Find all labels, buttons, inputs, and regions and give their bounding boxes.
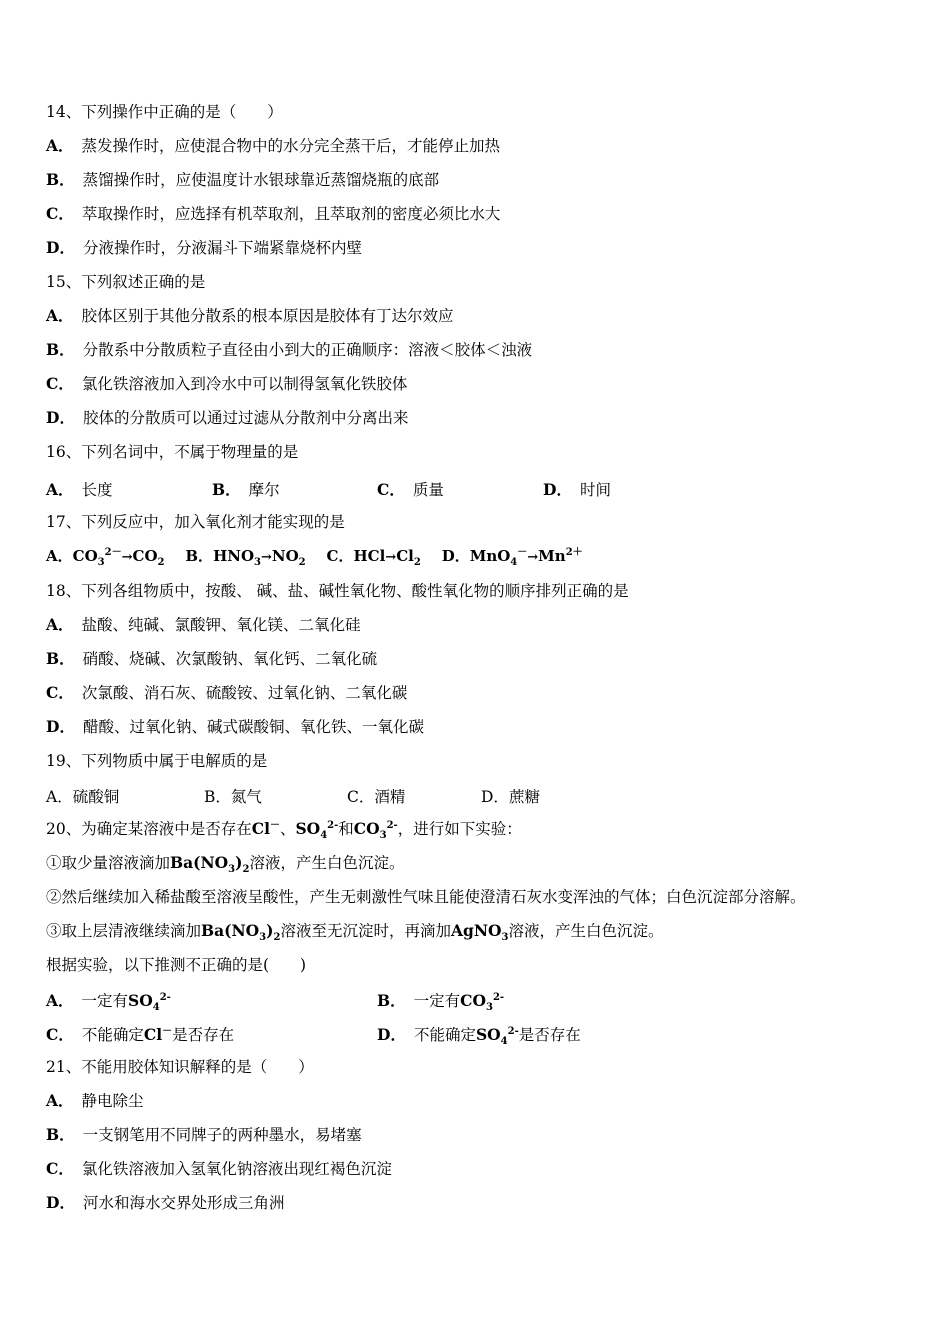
- option-label: C．: [347, 788, 375, 806]
- formula: SO: [475, 1025, 501, 1044]
- subscript: 2: [273, 932, 281, 944]
- subscript: 3: [485, 1002, 493, 1014]
- subscript: 4: [510, 557, 518, 568]
- option-text: 一支钢笔用不同牌子的两种墨水，易堵塞: [82, 1126, 362, 1144]
- step-text: 溶液至无沉淀时，再滴加: [280, 922, 451, 940]
- question-15-stem: 15、下列叙述正确的是: [46, 273, 206, 291]
- option-text: 蒸发操作时，应使混合物中的水分完全蒸干后，才能停止加热: [81, 137, 501, 155]
- option-text: 摩尔: [248, 481, 280, 499]
- question-18-option-a: [46, 615, 361, 635]
- arrow-icon: →: [121, 550, 133, 565]
- formula: Cl: [396, 547, 414, 565]
- subscript: 2: [298, 557, 306, 568]
- formula: CO: [132, 547, 158, 565]
- superscript: －: [162, 1025, 173, 1037]
- question-16-stem: 16、下列名词中，不属于物理量的是: [46, 443, 299, 461]
- question-21-option-a: [46, 1091, 144, 1111]
- question-16-option-a: [46, 478, 113, 500]
- subscript: 3: [97, 557, 105, 568]
- question-14-option-c: [46, 204, 500, 224]
- superscript: 2-: [159, 991, 171, 1003]
- question-19-option-b: [204, 785, 262, 807]
- option-text: 时间: [579, 481, 611, 499]
- question-15-option-d: [46, 408, 408, 428]
- superscript: －: [517, 547, 528, 558]
- formula: NO: [271, 547, 299, 565]
- option-label: A．: [46, 480, 74, 499]
- question-20-step-2: ②然后继续加入稀盐酸至溶液呈酸性，产生无刺激性气味且能使澄清石灰水变浑浊的气体；白色沉淀部分溶解。: [46, 888, 806, 906]
- question-20-option-c: [46, 1023, 234, 1045]
- subscript: 3: [501, 932, 509, 944]
- option-label: A．: [46, 788, 73, 806]
- question-14-option-a: [46, 136, 500, 156]
- step-text: 溶液，产生白色沉淀。: [249, 854, 405, 872]
- question-20-question: 根据实验，以下推测不正确的是( ): [46, 956, 307, 974]
- option-text: 是否存在: [518, 1026, 581, 1044]
- step-text: ①取少量溶液滴加: [46, 854, 171, 872]
- option-text: 酒精: [374, 788, 406, 806]
- option-label: A．: [46, 306, 74, 325]
- option-text: 河水和海水交界处形成三角洲: [82, 1194, 285, 1212]
- option-label: A．: [46, 136, 74, 155]
- question-20-option-d: [377, 1023, 581, 1048]
- option-label: B．: [46, 1125, 75, 1144]
- option-text: 氯化铁溶液加入到冷水中可以制得氢氧化铁胶体: [81, 375, 408, 393]
- option-text: 胶体区别于其他分散系的根本原因是胶体有丁达尔效应: [81, 307, 454, 325]
- question-21-stem: 21、不能用胶体知识解释的是（ ）: [46, 1058, 314, 1076]
- formula: MnO: [469, 547, 511, 565]
- question-17-options: [46, 546, 583, 568]
- question-20-step-1: [46, 853, 405, 876]
- question-14-stem: 14、下列操作中正确的是（ ）: [46, 103, 283, 121]
- question-18-option-c: [46, 683, 407, 703]
- arrow-icon: →: [527, 550, 539, 565]
- option-text: 不能确定: [81, 1026, 144, 1044]
- question-21-option-d: [46, 1193, 284, 1213]
- subscript: 3: [228, 864, 236, 876]
- question-14-option-d: [46, 238, 362, 258]
- option-label: A．: [46, 991, 74, 1010]
- subscript: 3: [379, 830, 387, 842]
- option-text: 醋酸、过氧化钠、碱式碳酸铜、氧化铁、一氧化碳: [82, 718, 424, 736]
- option-label: D．: [46, 717, 75, 736]
- option-text: 分散系中分散质粒子直径由小到大的正确顺序：溶液＜胶体＜浊液: [82, 341, 533, 359]
- formula: CO: [72, 547, 98, 565]
- option-label: A．: [46, 547, 73, 565]
- stem-text: 和: [338, 820, 354, 838]
- subscript: 2: [413, 557, 421, 568]
- option-label: B．: [185, 547, 214, 565]
- question-19-option-d: [481, 785, 540, 807]
- option-label: B．: [212, 480, 241, 499]
- question-16-option-c: [377, 478, 444, 500]
- option-label: C．: [46, 204, 74, 223]
- formula: Cl: [143, 1025, 163, 1044]
- formula: HCl: [353, 547, 386, 565]
- question-19-option-c: [347, 785, 405, 807]
- option-text: 质量: [412, 481, 444, 499]
- question-18-stem: 18、下列各组物质中，按酸、 碱、盐、碱性氧化物、酸性氧化物的顺序排列正确的是: [46, 582, 629, 600]
- formula: Mn: [538, 547, 566, 565]
- question-15-option-b: [46, 340, 532, 360]
- option-label: C．: [377, 480, 405, 499]
- option-text: 长度: [81, 481, 113, 499]
- option-label: D．: [46, 1193, 75, 1212]
- option-label: B．: [46, 340, 75, 359]
- subscript: 4: [152, 1002, 160, 1014]
- option-label: D．: [481, 788, 509, 806]
- option-label: D．: [46, 238, 75, 257]
- question-17-stem: 17、下列反应中，加入氧化剂才能实现的是: [46, 513, 345, 531]
- question-14-option-b: [46, 170, 439, 190]
- superscript: 2-: [507, 1025, 519, 1037]
- option-text: 是否存在: [172, 1026, 235, 1044]
- superscript: 2-: [492, 991, 505, 1003]
- formula: CO: [353, 819, 380, 838]
- subscript: 4: [320, 830, 328, 842]
- option-label: D．: [46, 408, 75, 427]
- option-label: A．: [46, 615, 74, 634]
- question-21-option-c: [46, 1159, 392, 1179]
- question-18-option-d: [46, 717, 424, 737]
- formula: ): [266, 921, 274, 940]
- stem-text: ，进行如下实验：: [397, 820, 522, 838]
- subscript: 2: [242, 864, 250, 876]
- option-text: 硝酸、烧碱、次氯酸钠、氧化钙、二氧化硫: [82, 650, 378, 668]
- arrow-icon: →: [385, 550, 397, 565]
- option-label: C．: [46, 1025, 74, 1044]
- option-label: B．: [46, 170, 75, 189]
- option-text: 蒸馏操作时，应使温度计水银球靠近蒸馏烧瓶的底部: [82, 171, 440, 189]
- step-text: 溶液，产生白色沉淀。: [508, 922, 664, 940]
- option-text: 不能确定: [413, 1026, 476, 1044]
- option-label: C．: [46, 374, 74, 393]
- formula: SO: [295, 819, 321, 838]
- formula: SO: [128, 991, 153, 1010]
- stem-text: 20、为确定某溶液中是否存在: [46, 820, 252, 838]
- subscript: 2: [157, 557, 165, 568]
- option-text: 胶体的分散质可以通过过滤从分散剂中分离出来: [82, 409, 409, 427]
- option-label: C．: [46, 1159, 74, 1178]
- option-text: 硫酸铜: [72, 788, 120, 806]
- option-c: [326, 547, 421, 568]
- formula: CO: [460, 991, 486, 1010]
- option-label: B．: [46, 649, 75, 668]
- option-label: B．: [204, 788, 231, 806]
- formula: HNO: [213, 547, 255, 565]
- option-text: 静电除尘: [81, 1092, 144, 1110]
- option-text: 萃取操作时，应选择有机萃取剂，且萃取剂的密度必须比水大: [81, 205, 501, 223]
- superscript: －: [269, 819, 280, 831]
- question-20-stem: [46, 819, 522, 842]
- question-16-option-d: [543, 478, 611, 500]
- question-19-stem: 19、下列物质中属于电解质的是: [46, 752, 268, 770]
- arrow-icon: →: [260, 550, 272, 565]
- question-18-option-b: [46, 649, 377, 669]
- option-label: D．: [377, 1025, 406, 1044]
- option-label: D．: [441, 547, 470, 565]
- option-text: 分液操作时，分液漏斗下端紧靠烧杯内壁: [82, 239, 362, 257]
- option-text: 次氯酸、消石灰、硫酸铵、过氧化钠、二氧化碳: [81, 684, 408, 702]
- subscript: 4: [500, 1036, 508, 1048]
- formula: Ba(NO: [170, 853, 229, 872]
- question-16-option-b: [212, 478, 280, 500]
- option-text: 盐酸、纯碱、氯酸钾、氧化镁、二氧化硅: [81, 616, 361, 634]
- question-15-option-a: [46, 306, 454, 326]
- superscript: 2－: [104, 547, 122, 558]
- option-label: C．: [326, 547, 354, 565]
- option-text: 氯化铁溶液加入氢氧化钠溶液出现红褐色沉淀: [81, 1160, 392, 1178]
- option-text: 一定有: [81, 992, 129, 1010]
- superscript: 2-: [327, 819, 339, 831]
- option-label: A．: [46, 1091, 74, 1110]
- option-text: 一定有: [413, 992, 461, 1010]
- option-a: [46, 547, 165, 568]
- question-15-option-c: [46, 374, 407, 394]
- option-b: [185, 547, 306, 568]
- superscript: 2-: [386, 819, 398, 831]
- option-text: 蔗糖: [508, 788, 540, 806]
- superscript: 2＋: [565, 547, 583, 558]
- question-21-option-b: [46, 1125, 362, 1145]
- question-19-option-a: [46, 785, 119, 807]
- formula: Ba(NO: [201, 921, 260, 940]
- option-d: [441, 547, 583, 568]
- option-label: C．: [46, 683, 74, 702]
- question-20-option-a: [46, 989, 171, 1014]
- option-text: 氮气: [230, 788, 262, 806]
- question-20-step-3: [46, 921, 664, 944]
- formula: AgNO: [450, 921, 502, 940]
- option-label: D．: [543, 480, 572, 499]
- option-label: B．: [377, 991, 406, 1010]
- question-20-option-b: [377, 989, 505, 1014]
- separator: 、: [279, 820, 296, 838]
- formula: ): [235, 853, 243, 872]
- subscript: 3: [254, 557, 261, 568]
- step-text: ③取上层清液继续滴加: [46, 922, 202, 940]
- subscript: 3: [259, 932, 267, 944]
- formula: Cl: [251, 819, 270, 838]
